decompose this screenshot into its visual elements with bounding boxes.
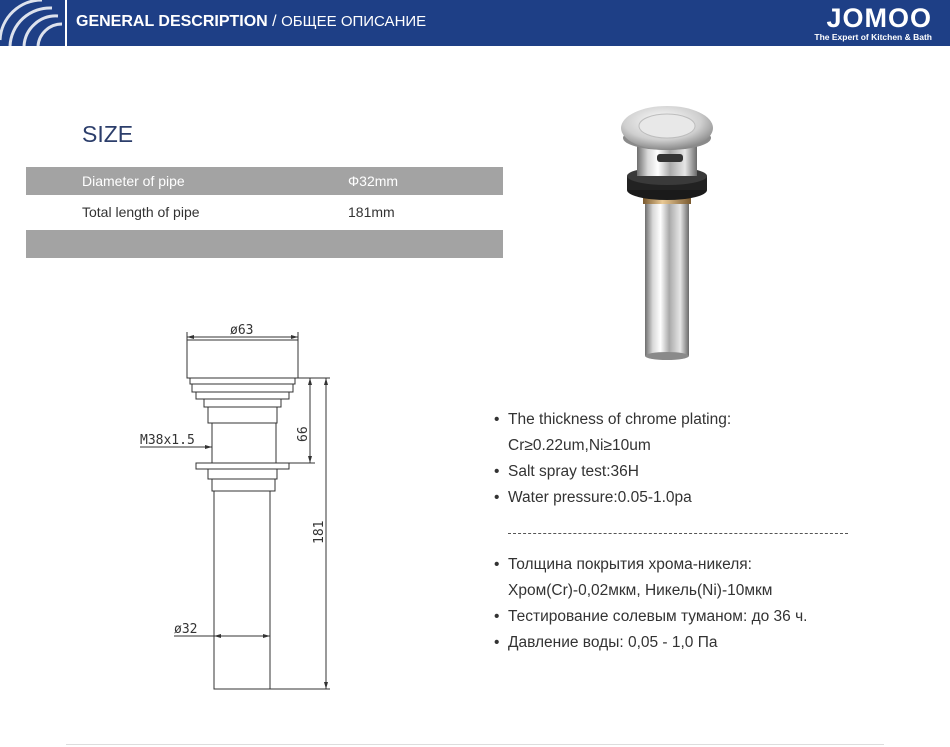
list-item: Хром(Cr)-0,02мкм, Никель(Ni)-10мкм <box>508 582 773 599</box>
size-row-label: Diameter of pipe <box>82 173 185 189</box>
list-item: • Water pressure:0.05-1.0pa <box>494 485 731 511</box>
list-item: Cr≥0.22um,Ni≥10um <box>508 437 651 454</box>
size-row-value: 181mm <box>348 204 395 220</box>
page-title-separator: / <box>267 13 282 30</box>
header-bar <box>0 0 950 46</box>
page-title <box>76 13 426 31</box>
size-row-label: Total length of pipe <box>82 204 200 220</box>
bullet: • <box>494 463 500 480</box>
size-row-value: Φ32mm <box>348 173 399 189</box>
size-heading: SIZE <box>82 121 134 147</box>
list-item: • Salt spray test:36H <box>494 459 731 485</box>
bullet: • <box>494 608 500 625</box>
brand-name: JOMOO <box>826 3 932 33</box>
size-row-length <box>26 198 503 226</box>
size-row-diameter <box>26 167 503 195</box>
dim-top-diameter: ø63 <box>230 323 254 338</box>
dim-thread: M38x1.5 <box>140 433 195 448</box>
spec-list-ru <box>494 552 807 656</box>
dim-pipe-diameter: ø32 <box>174 622 198 637</box>
brand-logo <box>814 4 932 42</box>
bullet: • <box>494 489 500 506</box>
list-item: • Толщина покрытия хрома-никеля: <box>494 552 807 578</box>
divider <box>508 533 848 534</box>
technical-drawing <box>130 315 370 700</box>
dim-height-181: 181 <box>312 520 327 544</box>
page-title-ru: ОБЩЕЕ ОПИСАНИЕ <box>281 13 427 30</box>
bullet: • <box>494 634 500 651</box>
brand-tagline: The Expert of Kitchen & Bath <box>814 32 932 42</box>
spec-list-en <box>494 407 731 511</box>
bullet: • <box>494 411 500 428</box>
list-item: • Тестирование солевым туманом: до 36 ч. <box>494 604 807 630</box>
page-title-en: GENERAL DESCRIPTION <box>76 13 268 30</box>
size-row-empty <box>26 230 503 258</box>
list-item: • Давление воды: 0,05 - 1,0 Па <box>494 630 807 656</box>
product-photo <box>615 98 727 360</box>
dim-height-66: 66 <box>296 426 311 442</box>
header-arc-decoration <box>0 0 70 46</box>
bottom-divider <box>66 744 884 745</box>
bullet: • <box>494 556 500 573</box>
list-item: • The thickness of chrome plating: <box>494 407 731 433</box>
